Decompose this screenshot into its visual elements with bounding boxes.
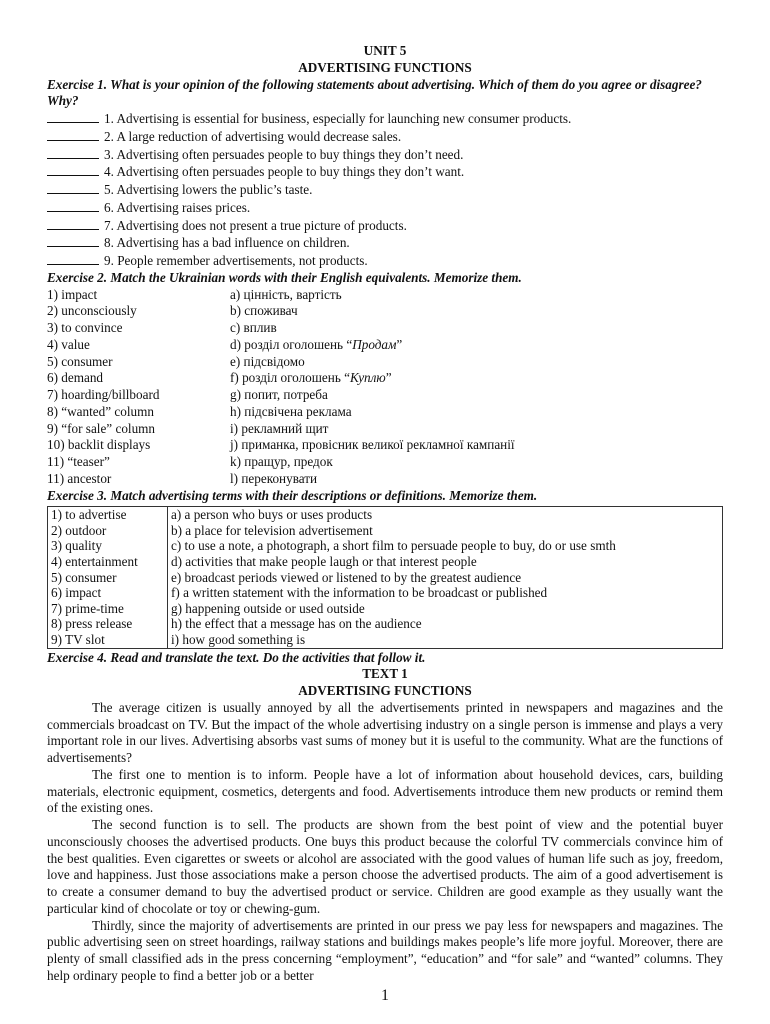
table-row	[48, 570, 723, 586]
exercise-4-heading: Exercise 4. Read and translate the text. Do the activities that follow it.	[47, 649, 426, 665]
match-row	[47, 337, 723, 354]
definition-cell: c) to use a note, a photograph, a short film to persuade people to buy, do or use smth	[168, 538, 723, 554]
match-row	[47, 387, 723, 404]
text-paragraph: The first one to mention is to inform. People have a lot of information about household devices, cars, building materials, electronic equipment, cosmetics, detergents and food. Advertisements introduce them new products or remind them of the existing ones.	[47, 766, 723, 816]
statement-item	[47, 217, 723, 235]
ukrainian-term: e) підсвідомо	[230, 353, 305, 369]
statement-item	[47, 128, 723, 146]
match-row	[47, 354, 723, 371]
table-row	[48, 616, 723, 632]
ukrainian-term: k) пращур, предок	[230, 454, 333, 469]
definition-cell: i) how good something is	[168, 632, 723, 648]
statement-item	[47, 234, 723, 252]
match-row	[47, 303, 723, 320]
text-paragraph: The second function is to sell. The products are shown from the best point of view and the potential buyer unconsciously chooses the advertised products. One buys this product because the colorful TV commercials convince him of the best qualities. Even cigarettes or sweets or alcohol are associated with the good values of human life such as joy, freedom, love and happiness. Just those associations make a person choose the advertised products. The aim of a good advertisement is to create a consumer demand to buy the advertised product or service. Children are good example as they usually want the particular kind of chocolate or toy or chewing-gum.	[47, 817, 723, 916]
table-row	[48, 507, 723, 523]
definition-cell: g) happening outside or used outside	[168, 601, 723, 617]
match-row	[47, 437, 723, 454]
exercise-1-heading: Exercise 1. What is your opinion of the following statements about advertising. Which of them do you agree or disagree? Why?	[47, 76, 702, 109]
ukrainian-term: i) рекламний щит	[230, 420, 329, 436]
term-cell: 8) press release	[48, 616, 168, 632]
answer-blank[interactable]	[47, 199, 99, 212]
statement-text: 2. A large reduction of advertising would decrease sales.	[104, 128, 402, 144]
statement-item	[47, 110, 723, 128]
statement-text: 3. Advertising often persuades people to buy things they don’t need.	[104, 146, 464, 162]
match-row	[47, 320, 723, 337]
english-term: 5) consumer	[47, 353, 113, 369]
definition-cell: h) the effect that a message has on the audience	[168, 616, 723, 632]
statement-text: 6. Advertising raises prices.	[104, 199, 251, 215]
english-term: 8) “wanted” column	[47, 403, 154, 419]
exercise-3-table	[47, 506, 723, 648]
term-cell: 2) outdoor	[48, 523, 168, 539]
english-term: 6) demand	[47, 370, 104, 386]
term-cell: 6) impact	[48, 585, 168, 601]
english-term: 11) “teaser”	[47, 454, 110, 469]
ukrainian-term: l) переконувати	[230, 470, 318, 486]
table-row	[48, 632, 723, 648]
ukrainian-term: c) вплив	[230, 320, 277, 335]
definition-cell: b) a place for television advertisement	[168, 523, 723, 539]
ukrainian-term-italic: Куплю	[350, 370, 386, 386]
english-term: 10) backlit displays	[47, 437, 151, 453]
text-paragraph: The average citizen is usually annoyed by all the advertisements printed in newspapers and magazines and the commercials broadcast on TV. But the impact of the whole advertising industry on a single person is immense and plays a very important role in our lives. Advertising absorbs vast sums of money but it is useful to the community. What are the functions of advertisements?	[47, 699, 723, 766]
english-term: 11) ancestor	[47, 470, 112, 486]
statement-item	[47, 146, 723, 164]
text-body	[47, 700, 723, 985]
ukrainian-term: a) цінність, вартість	[230, 286, 342, 302]
exercise-2-list	[47, 287, 723, 488]
statement-text: 9. People remember advertisements, not products.	[104, 253, 368, 268]
ukrainian-term: d) розділ оголошень “Продам”	[230, 336, 403, 352]
unit-title: ADVERTISING FUNCTIONS	[298, 59, 472, 75]
term-cell: 9) TV slot	[48, 632, 168, 648]
match-row	[47, 370, 723, 387]
document-page	[47, 43, 723, 985]
definition-cell: f) a written statement with the information to be broadcast or published	[168, 585, 723, 601]
statement-item	[47, 163, 723, 181]
table-row	[48, 585, 723, 601]
english-term: 1) impact	[47, 286, 98, 302]
term-cell: 4) entertainment	[48, 554, 168, 570]
statement-item	[47, 252, 723, 270]
text-paragraph: Thirdly, since the majority of advertisements are printed in our press we pay less for newspapers and magazines. The public advertising seen on street hoardings, railway stations and buildings makes people’s life more joyful. Moreover, there are plenty of small classified ads in the press concerning “employment”, “education” and “for sale” and “wanted” columns. They help ordinary people to find a better job or a better	[47, 917, 723, 983]
exercise-3-heading: Exercise 3. Match advertising terms with their descriptions or definitions. Memorize them.	[47, 487, 538, 503]
table-row	[48, 554, 723, 570]
statement-text: 1. Advertising is essential for business, especially for launching new consumer products.	[104, 111, 572, 126]
table-row	[48, 601, 723, 617]
english-term: 2) unconsciously	[47, 303, 137, 319]
answer-blank[interactable]	[47, 234, 99, 247]
exercise-1-list	[47, 110, 723, 270]
english-term: 3) to convince	[47, 320, 123, 335]
statement-text: 4. Advertising often persuades people to buy things they don’t want.	[104, 164, 465, 180]
ukrainian-term: h) підсвічена реклама	[230, 403, 352, 419]
english-term: 9) “for sale” column	[47, 420, 156, 436]
definition-cell: e) broadcast periods viewed or listened to by the greatest audience	[168, 570, 723, 586]
term-cell: 5) consumer	[48, 570, 168, 586]
definition-cell: d) activities that make people laugh or that interest people	[168, 554, 723, 570]
english-term: 4) value	[47, 336, 90, 352]
match-row	[47, 454, 723, 471]
answer-blank[interactable]	[47, 110, 99, 123]
ukrainian-term-italic: Продам	[352, 336, 397, 352]
match-row	[47, 287, 723, 304]
text-title: ADVERTISING FUNCTIONS	[298, 683, 472, 699]
term-cell: 7) prime-time	[48, 601, 168, 617]
statement-text: 5. Advertising lowers the public’s taste.	[104, 182, 313, 197]
match-row	[47, 404, 723, 421]
statement-text: 8. Advertising has a bad influence on children.	[104, 235, 350, 251]
match-row	[47, 471, 723, 488]
statement-text: 7. Advertising does not present a true picture of products.	[104, 217, 407, 233]
ukrainian-term: j) приманка, провісник великої рекламної кампанії	[230, 437, 515, 453]
term-cell: 1) to advertise	[48, 507, 168, 523]
answer-blank[interactable]	[47, 252, 99, 265]
text-label: TEXT 1	[362, 666, 408, 682]
ukrainian-term: f) розділ оголошень “Куплю”	[230, 370, 392, 386]
answer-blank[interactable]	[47, 217, 99, 230]
exercise-2-heading: Exercise 2. Match the Ukrainian words with their English equivalents. Memorize them.	[47, 269, 522, 285]
page-number: 1	[381, 987, 389, 1004]
unit-heading: UNIT 5	[363, 43, 407, 58]
table-row	[48, 523, 723, 539]
statement-item	[47, 181, 723, 199]
answer-blank[interactable]	[47, 181, 99, 194]
answer-blank[interactable]	[47, 146, 99, 159]
statement-item	[47, 199, 723, 217]
answer-blank[interactable]	[47, 163, 99, 176]
answer-blank[interactable]	[47, 128, 99, 141]
english-term: 7) hoarding/billboard	[47, 387, 160, 402]
match-row	[47, 421, 723, 438]
definition-cell: a) a person who buys or uses products	[168, 507, 723, 523]
ukrainian-term: b) споживач	[230, 303, 298, 319]
table-row	[48, 538, 723, 554]
term-cell: 3) quality	[48, 538, 168, 554]
ukrainian-term: g) попит, потреба	[230, 387, 328, 402]
